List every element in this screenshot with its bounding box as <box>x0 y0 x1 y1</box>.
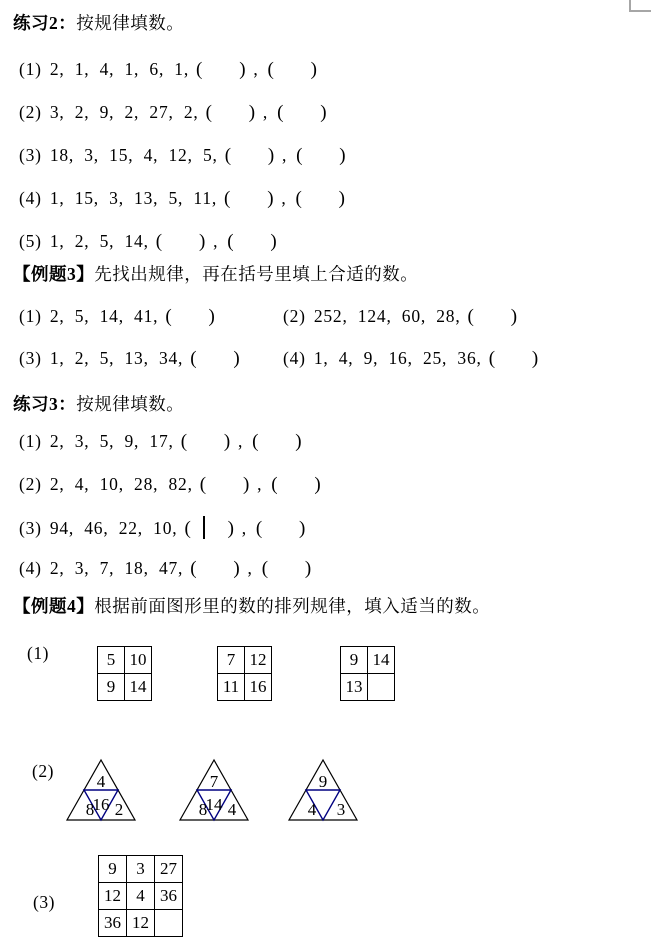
sequence-item[interactable] <box>19 188 346 209</box>
grid-row <box>98 674 152 701</box>
sequence-numbers: 94, 46, 22, 10, <box>49 518 178 538</box>
number-grid-2x2 <box>217 646 272 701</box>
open-paren-icon: ( <box>224 188 232 209</box>
sequence-item[interactable] <box>19 59 318 80</box>
example3-heading-number: 【例题3】 <box>13 264 95 284</box>
open-paren-icon: ( <box>267 59 275 80</box>
open-paren-icon: ( <box>184 518 192 539</box>
open-paren-icon: ( <box>155 231 163 252</box>
triangle-number-top: 9 <box>318 772 328 791</box>
close-paren-icon: ) <box>233 558 241 579</box>
sequence-numbers: 1, 15, 3, 13, 5, 11, <box>49 188 218 208</box>
sequence-item[interactable] <box>19 102 327 123</box>
triangle-number-top: 7 <box>209 772 219 791</box>
triangle-number-right: 3 <box>336 800 346 819</box>
open-paren-icon: ( <box>296 145 304 166</box>
grid-cell: 10 <box>125 647 152 674</box>
grid-cell: 5 <box>98 647 125 674</box>
answer-blank[interactable] <box>227 231 277 251</box>
close-paren-icon: ) <box>208 306 216 327</box>
number-grid-3x3 <box>98 855 183 937</box>
sequence-numbers: 2, 4, 10, 28, 82, <box>49 474 193 494</box>
open-paren-icon: ( <box>224 145 232 166</box>
triangle-figure[interactable] <box>286 757 360 823</box>
close-paren-icon: ) <box>233 348 241 369</box>
triangle-number-left: 8 <box>198 800 208 819</box>
grid-cell: 9 <box>341 647 368 674</box>
sequence-numbers: 2, 1, 4, 1, 6, 1, <box>49 59 190 79</box>
answer-blank[interactable] <box>200 474 250 494</box>
blank-separator: , <box>281 188 287 208</box>
answer-blank[interactable] <box>262 558 312 578</box>
answer-blank[interactable] <box>256 518 306 538</box>
grid-cell: 14 <box>125 674 152 701</box>
example4-part3-label: (3) <box>33 892 55 912</box>
grid-cell: 3 <box>127 856 155 883</box>
sequence-item[interactable] <box>19 516 306 539</box>
example3-heading <box>13 264 418 285</box>
sequence-numbers: 2, 3, 7, 18, 47, <box>49 558 184 578</box>
grid-row <box>99 856 183 883</box>
answer-blank[interactable] <box>184 518 234 538</box>
grid-row <box>341 674 395 701</box>
open-paren-icon: ( <box>205 102 213 123</box>
grid-cell: 9 <box>98 674 125 701</box>
blank-separator: , <box>247 558 253 578</box>
answer-blank[interactable] <box>225 145 275 165</box>
close-paren-icon: ) <box>227 518 235 539</box>
example4-heading-text: 根据前面图形里的数的排列规律，填入适当的数。 <box>94 596 491 616</box>
sequence-item[interactable] <box>19 231 278 252</box>
sequence-item[interactable] <box>19 474 322 495</box>
exercise3-heading-text: 按规律填数。 <box>76 394 185 414</box>
open-paren-icon: ( <box>255 518 264 539</box>
number-grid-2x2 <box>340 646 395 701</box>
close-paren-icon: ) <box>314 474 322 495</box>
blank-separator: , <box>262 102 269 122</box>
grid-cell: 16 <box>245 674 272 701</box>
empty-answer-cell[interactable] <box>368 674 395 701</box>
grid-cell: 9 <box>99 856 127 883</box>
grid-cell: 36 <box>155 883 183 910</box>
open-paren-icon: ( <box>261 558 269 579</box>
answer-blank[interactable] <box>296 188 346 208</box>
close-paren-icon: ) <box>510 306 518 327</box>
close-paren-icon: ) <box>295 431 303 452</box>
open-paren-icon: ( <box>196 59 204 80</box>
open-paren-icon: ( <box>277 102 285 123</box>
blank-gap <box>192 516 228 539</box>
open-paren-icon: ( <box>227 231 235 252</box>
item-number-label: (2) <box>283 306 306 326</box>
triangle-number-left: 8 <box>85 800 95 819</box>
grid-row <box>99 883 183 910</box>
sequence-numbers: 1, 2, 5, 14, <box>49 231 149 251</box>
open-paren-icon: ( <box>190 348 198 369</box>
answer-blank[interactable] <box>296 145 346 165</box>
close-paren-icon: ) <box>531 348 539 369</box>
open-paren-icon: ( <box>488 348 496 369</box>
exercise2-heading <box>13 13 184 34</box>
answer-blank[interactable] <box>156 231 206 251</box>
grid-cell: 12 <box>99 883 127 910</box>
answer-blank[interactable] <box>224 188 274 208</box>
item-number-label: (3) <box>19 518 42 538</box>
grid-cell: 7 <box>218 647 245 674</box>
answer-blank[interactable] <box>165 306 215 326</box>
open-paren-icon: ( <box>295 188 303 209</box>
number-grid-2x2 <box>97 646 152 701</box>
grid-cell: 12 <box>127 910 155 937</box>
item-number-label: (2) <box>19 474 42 494</box>
sequence-numbers: 2, 3, 5, 9, 17, <box>49 431 174 451</box>
sequence-item[interactable] <box>19 558 312 579</box>
triangle-figure <box>64 757 138 823</box>
item-number-label: (1) <box>19 306 42 326</box>
exercise2-heading-text: 按规律填数。 <box>76 13 185 33</box>
close-paren-icon: ) <box>339 145 347 166</box>
answer-blank[interactable] <box>196 59 246 79</box>
example4-heading-number: 【例题4】 <box>13 596 95 616</box>
sequence-numbers: 18, 3, 15, 4, 12, 5, <box>49 145 218 165</box>
grid-cell: 27 <box>155 856 183 883</box>
open-paren-icon: ( <box>190 558 198 579</box>
open-paren-icon: ( <box>165 306 173 327</box>
close-paren-icon: ) <box>310 59 318 80</box>
open-paren-icon: ( <box>199 474 207 495</box>
close-paren-icon: ) <box>299 518 307 539</box>
example4-part2-label: (2) <box>32 761 54 781</box>
item-number-label: (3) <box>19 348 42 368</box>
sequence-numbers: 1, 4, 9, 16, 25, 36, <box>313 348 482 368</box>
answer-blank[interactable] <box>181 431 231 451</box>
answer-blank[interactable] <box>468 306 518 326</box>
triangle-number-right: 2 <box>114 800 124 819</box>
item-number-label: (1) <box>19 431 42 451</box>
blank-separator: , <box>241 518 247 538</box>
close-paren-icon: ) <box>338 188 346 209</box>
close-paren-icon: ) <box>267 145 275 166</box>
close-paren-icon: ) <box>223 431 231 452</box>
textbox-corner-decoration <box>629 0 651 12</box>
grid-row <box>98 647 152 674</box>
answer-blank[interactable] <box>277 102 327 122</box>
sequence-numbers: 3, 2, 9, 2, 27, 2, <box>49 102 199 122</box>
exercise3-heading-number: 练习3： <box>13 394 77 414</box>
sequence-item[interactable] <box>19 348 241 369</box>
triangle-number-left: 4 <box>307 800 317 819</box>
open-paren-icon: ( <box>467 306 475 327</box>
close-paren-icon: ) <box>248 102 256 123</box>
blank-separator: , <box>253 59 259 79</box>
example4-heading <box>13 596 490 617</box>
close-paren-icon: ) <box>198 231 207 252</box>
grid-row <box>218 647 272 674</box>
blank-separator: , <box>257 474 263 494</box>
item-number-label: (3) <box>19 145 42 165</box>
close-paren-icon: ) <box>242 474 251 495</box>
answer-blank[interactable] <box>252 431 302 451</box>
item-number-label: (4) <box>19 188 42 208</box>
sequence-item[interactable] <box>283 306 518 327</box>
close-paren-icon: ) <box>304 558 312 579</box>
sequence-item[interactable] <box>19 145 346 166</box>
answer-blank[interactable] <box>489 348 539 368</box>
triangle-number-right: 4 <box>227 800 237 819</box>
answer-blank[interactable] <box>206 102 256 122</box>
grid-row <box>99 910 183 937</box>
close-paren-icon: ) <box>267 188 275 209</box>
grid-cell: 14 <box>368 647 395 674</box>
answer-blank[interactable] <box>271 474 321 494</box>
open-paren-icon: ( <box>252 431 260 452</box>
sequence-item[interactable] <box>283 348 539 369</box>
sequence-numbers: 2, 5, 14, 41, <box>49 306 159 326</box>
grid-cell: 13 <box>341 674 368 701</box>
sequence-numbers: 1, 2, 5, 13, 34, <box>49 348 184 368</box>
item-number-label: (5) <box>19 231 42 251</box>
close-paren-icon: ) <box>270 231 278 252</box>
answer-blank[interactable] <box>268 59 318 79</box>
grid-cell: 4 <box>127 883 155 910</box>
open-paren-icon: ( <box>271 474 279 495</box>
example4-part1-label: (1) <box>27 643 49 663</box>
item-number-label: (2) <box>19 102 42 122</box>
answer-blank[interactable] <box>190 558 240 578</box>
item-number-label: (4) <box>19 558 42 578</box>
sequence-item[interactable] <box>19 431 302 452</box>
exercise2-heading-number: 练习2： <box>13 13 77 33</box>
empty-answer-cell[interactable] <box>155 910 183 937</box>
grid-cell: 36 <box>99 910 127 937</box>
triangle-number-center: 14 <box>205 795 223 814</box>
sequence-numbers: 252, 124, 60, 28, <box>313 306 461 326</box>
triangle-number-top: 4 <box>96 772 106 791</box>
item-number-label: (1) <box>19 59 42 79</box>
grid-row <box>218 674 272 701</box>
close-paren-icon: ) <box>320 102 328 123</box>
triangle-figure <box>177 757 251 823</box>
blank-separator: , <box>281 145 288 165</box>
blank-separator: , <box>213 231 219 251</box>
text-caret <box>203 516 205 539</box>
open-paren-icon: ( <box>180 431 188 452</box>
answer-blank[interactable] <box>190 348 240 368</box>
grid-cell: 11 <box>218 674 245 701</box>
triangle-number-center: 16 <box>92 795 110 814</box>
exercise3-heading <box>13 394 184 415</box>
close-paren-icon: ) <box>239 59 247 80</box>
blank-separator: , <box>237 431 244 451</box>
item-number-label: (4) <box>283 348 306 368</box>
grid-row <box>341 647 395 674</box>
grid-cell: 12 <box>245 647 272 674</box>
example3-heading-text: 先找出规律，再在括号里填上合适的数。 <box>94 264 419 284</box>
sequence-item[interactable] <box>19 306 216 327</box>
